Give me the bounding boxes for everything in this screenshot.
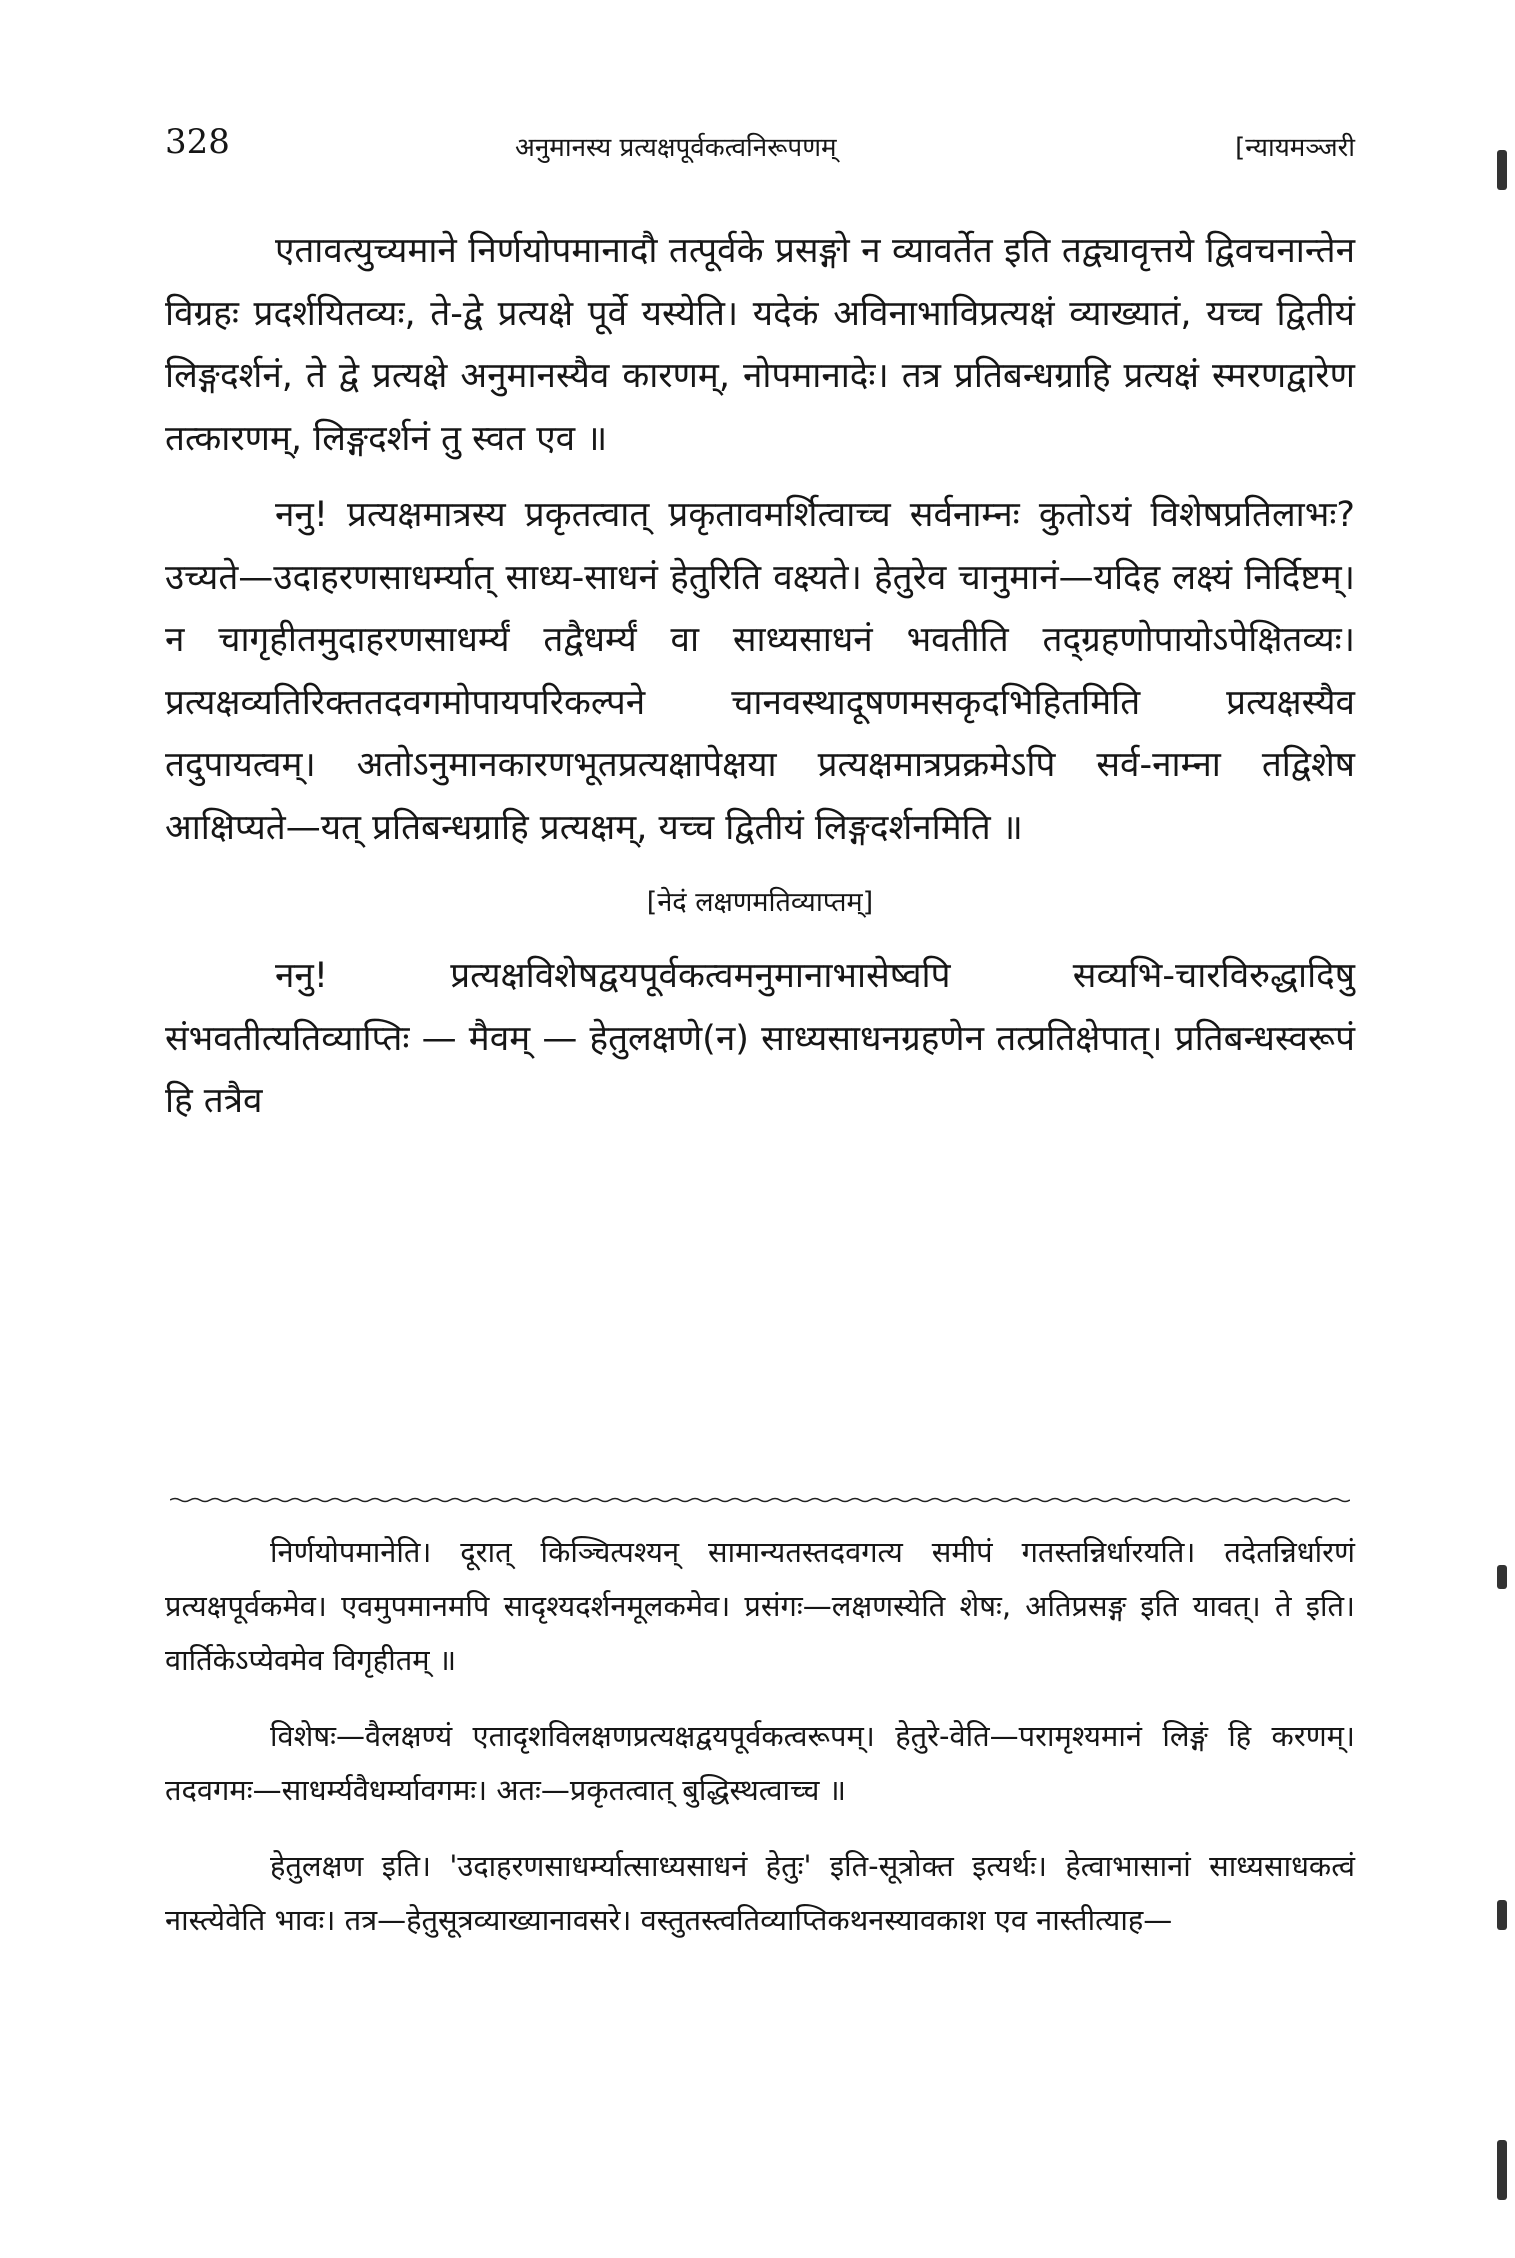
book-title: [न्यायमञ्जरी bbox=[1235, 133, 1355, 163]
running-title: अनुमानस्य प्रत्यक्षपूर्वकत्वनिरूपणम् bbox=[515, 133, 837, 163]
scan-edge-mark bbox=[1497, 1565, 1507, 1589]
commentary-text bbox=[165, 1525, 1355, 1969]
main-paragraph: ननु! प्रत्यक्षविशेषद्वयपूर्वकत्वमनुमानाभासेष्वपि सव्यभि-चारविरुद्धादिषु संभवतीत्यतिव्याप्तिः — मैवम् — हेतुलक्षणे(न) साध्यसाधनग्रहणेन तत्प्रतिक्षेपात्। प्रतिबन्धस्वरूपं हि तत्रैव bbox=[165, 956, 1355, 1121]
scan-edge-mark bbox=[1497, 150, 1507, 190]
section-heading: [नेदं लक्षणमतिव्याप्तम्] bbox=[646, 887, 874, 918]
main-paragraph: ननु! प्रत्यक्षमात्रस्य प्रकृतत्वात् प्रकृतावमर्शित्वाच्च सर्वनाम्नः कुतोऽयं विशेषप्रतिलाभः? उच्यते—उदाहरणसाधर्म्यात् साध्य-साधनं हेतुरिति वक्ष्यते। हेतुरेव चानुमानं—यदिह लक्ष्यं निर्दिष्टम्। न चागृहीतमुदाहरणसाधर्म्यं तद्वैधर्म्यं वा साध्यसाधनं भवतीति तद्ग्रहणोपायोऽपेक्षितव्यः। प्रत्यक्षव्यतिरिक्ततदवगमोपायपरिकल्पने चानवस्थादूषणमसकृदभिहितमिति प्रत्यक्षस्यैव तदुपायत्वम्। अतोऽनुमानकारणभूतप्रत्यक्षापेक्षया प्रत्यक्षमात्रप्रक्रमेऽपि सर्व-नाम्ना तद्विशेष आक्षिप्यते—यत् प्रतिबन्धग्राहि प्रत्यक्षम्, यच्च द्वितीयं लिङ्गदर्शनमिति ॥ bbox=[165, 495, 1355, 848]
commentary-paragraph: निर्णयोपमानेति। दूरात् किञ्चित्पश्यन् सामान्यतस्तदवगत्य समीपं गतस्तन्निर्धारयति। तदेतन्निर्धारणं प्रत्यक्षपूर्वकमेव। एवमुपमानमपि सादृश्यदर्शनमूलकमेव। प्रसंगः—लक्षणस्येति शेषः, अतिप्रसङ्ग इति यावत्। ते इति। वार्तिकेऽप्येवमेव विगृहीतम् ॥ bbox=[165, 1535, 1355, 1677]
main-text bbox=[165, 220, 1355, 1147]
commentary-paragraph: विशेषः—वैलक्षण्यं एतादृशविलक्षणप्रत्यक्षद्वयपूर्वकत्वरूपम्। हेतुरे-वेति—परामृश्यमानं लिङ्गं हि करणम्। तदवगमः—साधर्म्यवैधर्म्यावगमः। अतः—प्रकृतत्वात् बुद्धिस्थत्वाच्च ॥ bbox=[165, 1719, 1355, 1807]
page-header bbox=[165, 122, 1355, 172]
main-paragraph: एतावत्युच्यमाने निर्णयोपमानादौ तत्पूर्वके प्रसङ्गो न व्यावर्तेत इति तद्व्यावृत्तये द्विवचनान्तेन विग्रहः प्रदर्शयितव्यः, ते-द्वे प्रत्यक्षे पूर्वे यस्येति। यदेकं अविनाभाविप्रत्यक्षं व्याख्यातं, यच्च द्वितीयं लिङ्गदर्शनं, ते द्वे प्रत्यक्षे अनुमानस्यैव कारणम्, नोपमानादेः। तत्र प्रतिबन्धग्राहि प्रत्यक्षं स्मरणद्वारेण तत्कारणम्, लिङ्गदर्शनं तु स्वत एव ॥ bbox=[165, 231, 1355, 459]
scan-edge-mark bbox=[1497, 1900, 1507, 1930]
commentary-paragraph: हेतुलक्षण इति। 'उदाहरणसाधर्म्यात्साध्यसाधनं हेतुः' इति-सूत्रोक्त इत्यर्थः। हेत्वाभासानां साध्यसाधकत्वं नास्त्येवेति भावः। तत्र—हेतुसूत्रव्याख्यानावसरे। वस्तुतस्त्वतिव्याप्तिकथनस्यावकाश एव नास्तीत्याह— bbox=[165, 1849, 1355, 1937]
commentary-divider bbox=[170, 1497, 1350, 1503]
page-number: 328 bbox=[165, 122, 230, 162]
scan-edge-mark bbox=[1497, 2140, 1507, 2200]
